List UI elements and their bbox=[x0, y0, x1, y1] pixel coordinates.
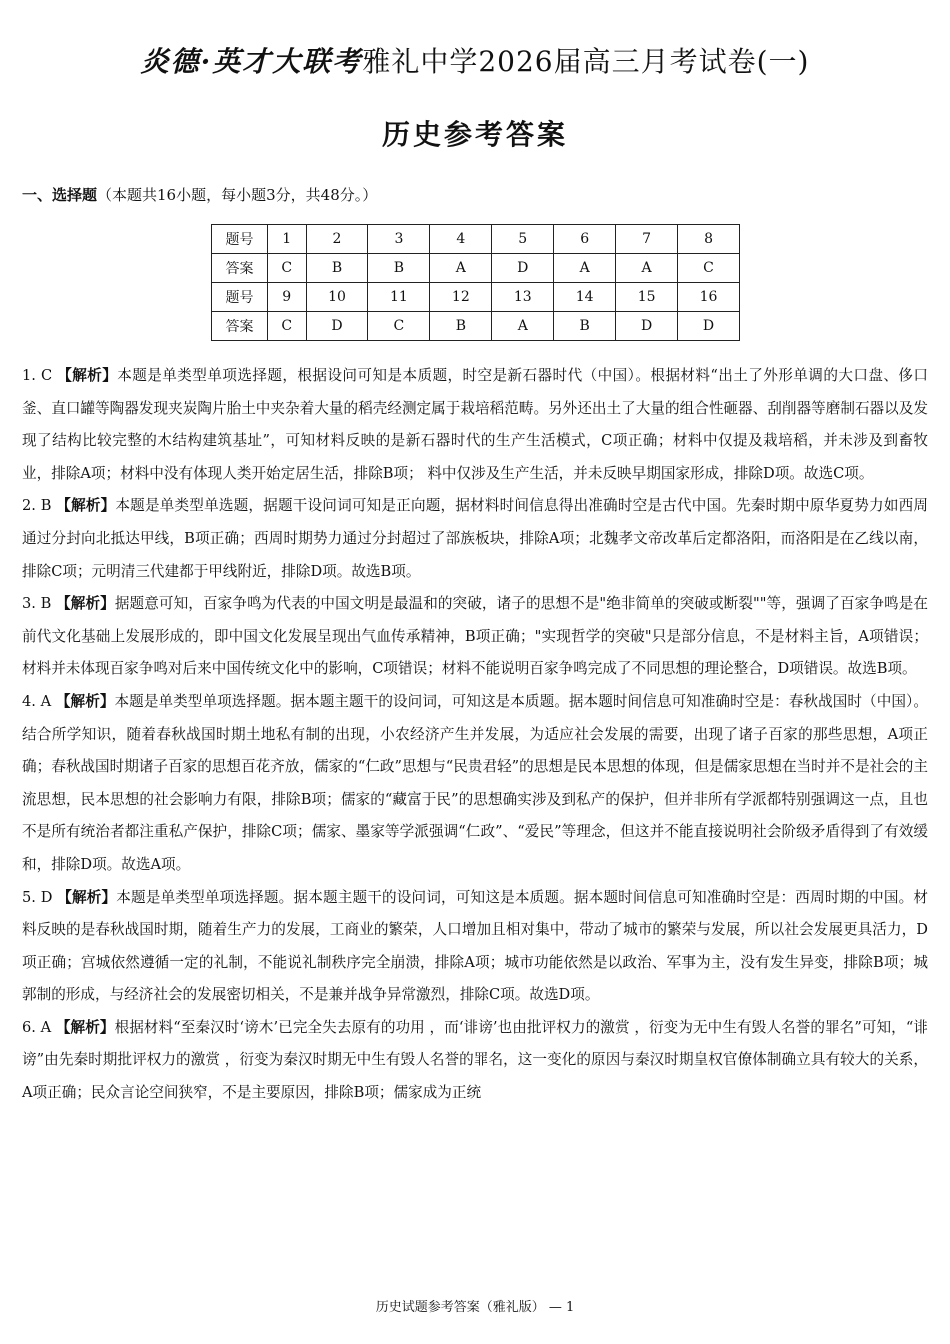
answer-table bbox=[211, 224, 740, 341]
table-cell: B bbox=[368, 254, 430, 283]
table-cell: D bbox=[306, 312, 368, 341]
table-row bbox=[212, 312, 740, 341]
question-answer: 4. A bbox=[22, 692, 56, 710]
question-answer: 3. B bbox=[22, 595, 57, 613]
table-cell: 7 bbox=[616, 225, 678, 254]
explanation-text: 本题是单类型单项选择题。据本题主题干的设问词，可知这是本质题。据本题时间信息可知准确时空是：春秋战国时（中国）。结合所学知识，随着春秋战国时期土地私有制的出现，小农经济产生并发展，为适应社会发展的需要，出现了诸子百家的那些思想，A项正确；春秋战国时期诸子百家的思想百花齐放，儒家的“仁政”思想与“民贵君轻”的思想是民本思想的体现，但是儒家思想在当时并不是社会的主流思想，民本思想的社会影响力有限，排除B项；儒家的“藏富于民”的思想确实涉及到私产的保护，但并非所有学派都特别强调这一点，且也不是所有统治者都注重私产保护，排除C项；儒家、墨家等学派强调“仁政”、“爱民”等理念，但这并不能直接说明社会阶级矛盾得到了有效缓和，排除D项。故选A项。 bbox=[22, 692, 928, 873]
question-answer: 5. D bbox=[22, 888, 58, 906]
row-header-cell: 答案 bbox=[212, 254, 268, 283]
page-footer: 历史试题参考答案（雅礼版） — 1 bbox=[375, 1300, 575, 1315]
table-cell: 8 bbox=[678, 225, 740, 254]
table-cell: 3 bbox=[368, 225, 430, 254]
question-answer: 1. C bbox=[22, 367, 58, 384]
table-cell: 10 bbox=[306, 283, 368, 312]
exam-header-title bbox=[0, 40, 950, 84]
table-cell: 5 bbox=[492, 225, 554, 254]
table-cell: C bbox=[678, 254, 740, 283]
table-cell: B bbox=[306, 254, 368, 283]
table-cell: A bbox=[430, 254, 492, 283]
explanation-text: 本题是单类型单项选择题。据本题主题干的设问词，可知这是本质题。据本题时间信息可知准确时空是：西周时期的中国。材料反映的是春秋战国时期，随着生产力的发展，工商业的繁荣，人口增加且相对集中，带动了城市的繁荣与发展，所以社会发展更具活力，D项正确；宫城依然遵循一定的礼制，不能说礼制秩序完全崩溃，排除A项；城市功能依然是以政治、军事为主，没有发生异变，排除B项；城郭制的形成，与经济社会的发展密切相关，不是兼并战争异常激烈，排除C项。故选D项。 bbox=[22, 888, 928, 1004]
table-cell: C bbox=[268, 312, 307, 341]
table-cell: A bbox=[616, 254, 678, 283]
table-cell: 15 bbox=[616, 283, 678, 312]
table-cell: 11 bbox=[368, 283, 430, 312]
analysis-tag: 【解析】 bbox=[55, 1018, 115, 1036]
document-title: 历史参考答案 bbox=[381, 118, 568, 151]
explanation-item bbox=[22, 1012, 928, 1110]
explanation-text: 据题意可知，百家争鸣为代表的中国文明是最温和的突破，诸子的思想不是"绝非简单的突破或断裂""等，强调了百家争鸣是在前代文化基础上发展形成的，即中国文化发展呈现出气血传承精神，B项正确；"实现哲学的突破"只是部分信息，不是材料主旨，A项错误；材料并未体现百家争鸣对后来中国传统文化中的影响，C项错误；材料不能说明百家争鸣完成了不同思想的理论整合，D项错误。故选B项。 bbox=[22, 595, 928, 678]
explanation-item bbox=[22, 686, 928, 882]
table-cell: A bbox=[492, 312, 554, 341]
table-cell: B bbox=[430, 312, 492, 341]
brand-name: 炎德·英才大联考 bbox=[140, 45, 363, 78]
explanation-text: 本题是单类型单选题，据题干设问词可知是正向题，据材料时间信息得出准确时空是古代中国。先秦时期中原华夏势力如西周通过分封向北抵达甲线，B项正确；西周时期势力通过分封超过了部族板块，排除A项；北魏孝文帝改革后定都洛阳，而洛阳是在乙线以南，排除C项；元明清三代建都于甲线附近，排除D项。故选B项。 bbox=[22, 497, 928, 580]
section-note: （本题共16小题，每小题3分，共48分。） bbox=[97, 186, 378, 204]
explanations bbox=[22, 360, 928, 1110]
analysis-tag: 【解析】 bbox=[57, 367, 118, 384]
table-cell: C bbox=[268, 254, 307, 283]
table-cell: 9 bbox=[268, 283, 307, 312]
analysis-tag: 【解析】 bbox=[55, 692, 115, 710]
table-cell: 2 bbox=[306, 225, 368, 254]
explanation-item bbox=[22, 882, 928, 1012]
row-header-cell: 题号 bbox=[212, 225, 268, 254]
question-answer: 6. A bbox=[22, 1018, 56, 1036]
row-header-cell: 题号 bbox=[212, 283, 268, 312]
section-heading bbox=[22, 184, 377, 205]
table-cell: A bbox=[554, 254, 616, 283]
explanation-item bbox=[22, 490, 928, 588]
analysis-tag: 【解析】 bbox=[56, 595, 115, 613]
analysis-tag: 【解析】 bbox=[56, 497, 116, 515]
row-header-cell: 答案 bbox=[212, 312, 268, 341]
table-cell: 12 bbox=[430, 283, 492, 312]
table-cell: 6 bbox=[554, 225, 616, 254]
table-cell: D bbox=[492, 254, 554, 283]
table-row bbox=[212, 283, 740, 312]
table-cell: D bbox=[616, 312, 678, 341]
explanation-text: 本题是单类型单项选择题，根据设问可知是本质题，时空是新石器时代（中国）。根据材料“出土了外形单调的大口盘、侈口釜、直口罐等陶器发现夹炭陶片胎土中夹杂着大量的稻壳经测定属于栽培稻范畴。另外还出土了大量的组合性砸器、刮削器等磨制石器以及发现了结构比较完整的木结构建筑基址”，可知材料反映的是新石器时代的生产生活模式，C项正确；材料中仅提及栽培稻，并未涉及到畜牧业，排除A项；材料中没有体现人类开始定居生活，排除B项； 料中仅涉及生产生活，并未反映早期国家形成，排除D项。故选C项。 bbox=[22, 367, 928, 482]
question-answer: 2. B bbox=[22, 497, 57, 515]
table-cell: 13 bbox=[492, 283, 554, 312]
explanation-text: 根据材料“至秦汉时‘谤木’已完全失去原有的功用 ，而‘诽谤’也由批评权力的激赏 ，衍变为无中生有毁人名誉的罪名”可知，“诽谤”由先秦时期批评权力的激赏 ，衍变为秦汉时期无中生有毁人名誉的罪名，这一变化的原因与秦汉时期皇权官僚体制确立具有较大的关系，A项正确；民众言论空间狭窄，不是主要原因，排除B项；儒家成为正统 bbox=[22, 1018, 928, 1102]
section-label: 一、选择题 bbox=[22, 186, 98, 204]
exam-title: 雅礼中学2026届高三月考试卷(一) bbox=[362, 45, 810, 78]
analysis-tag: 【解析】 bbox=[57, 888, 117, 906]
table-cell: 14 bbox=[554, 283, 616, 312]
table-cell: D bbox=[678, 312, 740, 341]
explanation-item bbox=[22, 360, 928, 490]
table-cell: 4 bbox=[430, 225, 492, 254]
table-cell: B bbox=[554, 312, 616, 341]
table-row bbox=[212, 254, 740, 283]
table-cell: C bbox=[368, 312, 430, 341]
explanation-item bbox=[22, 588, 928, 686]
table-cell: 1 bbox=[268, 225, 307, 254]
table-cell: 16 bbox=[678, 283, 740, 312]
table-row bbox=[212, 225, 740, 254]
